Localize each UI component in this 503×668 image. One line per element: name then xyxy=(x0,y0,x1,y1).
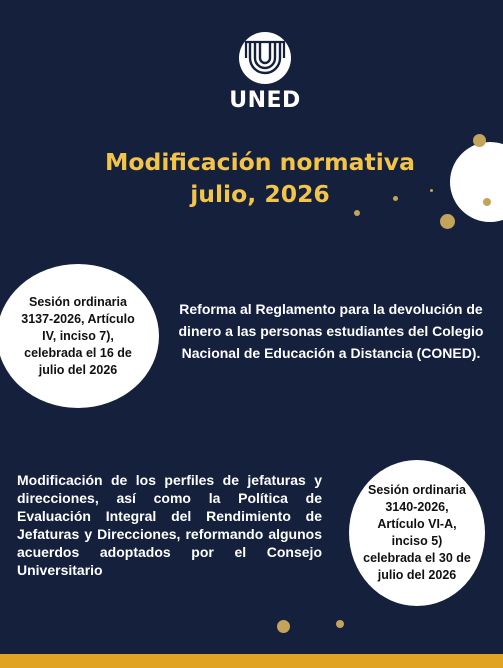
uned-logo-text: UNED xyxy=(229,88,301,113)
bottom-accent-bar xyxy=(0,654,503,668)
decorative-dot xyxy=(393,196,398,201)
reform-description-2: Modificación de los perfiles de jefaturas y direcciones, así como la Política de Evaluación Integral del Rendimiento de Jefaturas y Direcciones, reformando algunos acuerdos adoptados por el Consejo Universitario xyxy=(17,472,322,578)
session-1-line: 3137-2026, Artículo xyxy=(21,311,135,326)
title-line-2: julio, 2026 xyxy=(190,180,330,208)
session-2-line: Sesión ordinaria xyxy=(368,483,466,497)
page-title xyxy=(60,146,460,210)
session-circle-1 xyxy=(0,264,159,408)
session-2-line: julio del 2026 xyxy=(377,568,457,582)
session-2-line: celebrada el 30 de xyxy=(363,551,471,565)
session-2-text xyxy=(363,482,471,584)
decorative-dot xyxy=(354,210,360,216)
decorative-dot xyxy=(473,134,486,147)
session-1-line: celebrada el 16 de xyxy=(24,345,132,360)
uned-emblem-icon xyxy=(236,30,294,86)
decorative-dot xyxy=(483,198,491,206)
decorative-dot xyxy=(440,214,455,229)
session-2-line: 3140-2026, xyxy=(385,500,449,514)
uned-logo xyxy=(220,30,310,113)
decorative-dot xyxy=(277,620,290,633)
session-2-line: Artículo VI-A, xyxy=(377,517,457,531)
decorative-dot xyxy=(336,620,344,628)
session-circle-2 xyxy=(349,460,485,606)
session-1-line: Sesión ordinaria xyxy=(29,294,127,309)
session-2-line: inciso 5) xyxy=(391,534,443,548)
reform-description-1: Reforma al Reglamento para la devolución de dinero a las personas estudiantes del Colegio Nacional de Educación a Distancia (CONED). xyxy=(178,301,484,361)
session-1-text xyxy=(21,294,134,379)
session-1-line: IV, inciso 7), xyxy=(42,328,114,343)
decorative-dot xyxy=(430,189,433,192)
title-line-1: Modificación normativa xyxy=(105,148,415,176)
session-1-line: julio del 2026 xyxy=(38,362,118,377)
